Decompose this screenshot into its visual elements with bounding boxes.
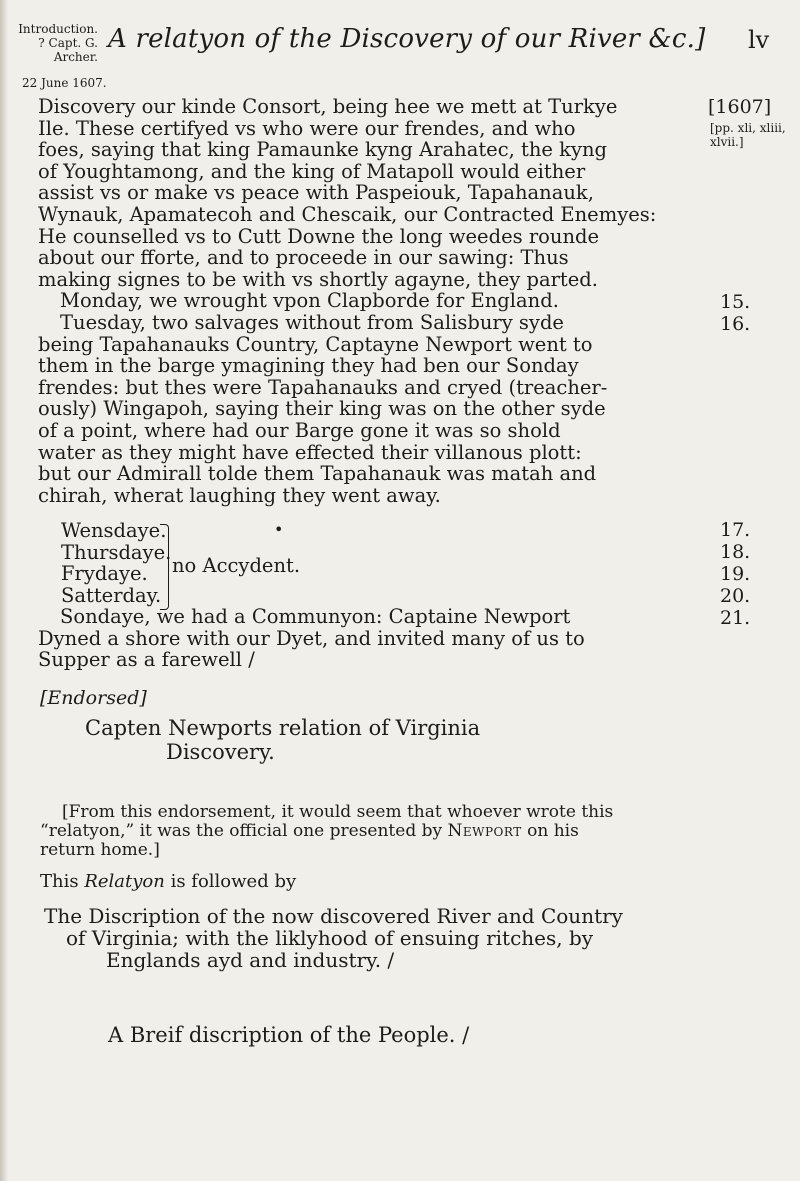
discription-text: of Virginia; with the liklyhood of ensuing ritches, by: [66, 926, 594, 950]
body-line: Discovery our kinde Consort, being hee we mett at Turkye: [38, 95, 618, 118]
body-line: Tuesday, two salvages without from Salisbury syde: [60, 310, 564, 334]
body-line: Dyned a shore with our Dyet, and invited many of us to: [38, 626, 585, 650]
body-line: being Tapahanauks Country, Captayne Newport went to: [38, 332, 593, 356]
page-gutter-shadow: [0, 0, 8, 1181]
endorsement-subtitle: Discovery.: [166, 740, 275, 764]
body-line: Monday, we wrought vpon Clapborde for England.: [60, 289, 559, 313]
editor-note-newport: Newport: [447, 821, 522, 841]
margin-num-20: 20.: [720, 585, 751, 607]
margin-num-15: 15.: [720, 291, 751, 313]
followed-by-line: [40, 872, 700, 891]
body-line: Ile. These certifyed vs who were our frendes, and who: [38, 116, 576, 140]
weekday-wednesday: Wensdaye.: [61, 519, 167, 542]
discription-line2: [66, 928, 706, 949]
brace-bracket: [160, 524, 169, 610]
margin-year: [1607]: [708, 96, 772, 118]
weekday-thursday: Thursdaye.: [61, 540, 172, 564]
margin-num-18: 18.: [720, 541, 751, 563]
editor-note-line1: [From this endorsement, it would seem that whoever wrote this: [62, 802, 614, 822]
discription-line1: The Discription of the now discovered River and Country: [44, 904, 623, 928]
followed-prefix: This: [40, 871, 85, 892]
endorsement-title: Capten Newports relation of Virginia: [85, 716, 481, 740]
margin-num-16: 16.: [720, 313, 751, 335]
body-line: ously) Wingapoh, saying their king was on the other syde: [38, 397, 606, 421]
body-line: Supper as a farewell /: [38, 648, 255, 672]
weekday-saturday: Satterday.: [61, 583, 162, 607]
sidenote-date: 22 June 1607.: [22, 76, 107, 90]
margin-num-21: 21.: [720, 607, 751, 629]
stray-dot: •: [274, 520, 284, 539]
weekday-list: [61, 520, 171, 606]
body-line: He counselled vs to Cutt Downe the long weedes rounde: [38, 224, 600, 248]
editor-note-text: “relatyon,” it was the official one presented by: [40, 821, 448, 841]
sidenote-author: ? Capt. G. Archer.: [38, 36, 98, 64]
margin-num-19: 19.: [720, 563, 751, 585]
body-line: them in the barge ymagining they had ben our Sonday: [38, 354, 579, 378]
body-line: chirah, wherat laughing they went away.: [38, 483, 441, 507]
followed-title: Relatyon: [84, 871, 165, 892]
sidenote-introduction: Introduction.: [18, 22, 98, 36]
body-line: but our Admirall tolde them Tapahanauk was matah and: [38, 462, 597, 486]
body-line: making signes to be with vs shortly agayne, they parted.: [38, 267, 598, 291]
editor-note-line3: return home.]: [40, 840, 160, 860]
sunday-text: [38, 606, 708, 671]
no-accydent-note: no Accydent.: [172, 554, 301, 577]
body-line: Sondaye, we had a Communyon: Captaine Newport: [60, 605, 571, 628]
discription-line3: Englands ayd and industry. /: [106, 948, 395, 972]
margin-pp-note: [pp. xli, xliii, xlvii.]: [710, 121, 786, 149]
endorsed-label: [Endorsed]: [40, 687, 147, 709]
running-title: A relatyon of the Discovery of our River &c.]: [108, 24, 706, 54]
breif-discription-heading: A Breif discription of the People. /: [108, 1023, 470, 1047]
body-line: of a point, where had our Barge gone it was so shold: [38, 418, 561, 442]
body-text: [38, 96, 708, 506]
running-sidenote: [16, 22, 98, 64]
editor-note-text: on his: [521, 821, 579, 841]
body-line: foes, saying that king Pamaunke kyng Arahatec, the kyng: [38, 138, 608, 162]
body-line: frendes: but thes were Tapahanauks and cryed (treacher-: [38, 375, 608, 399]
body-line: assist vs or make vs peace with Paspeiouk, Tapahanauk,: [38, 181, 594, 205]
editor-note-line2: [40, 822, 700, 841]
body-line: of Youghtamong, and the king of Matapoll would either: [38, 159, 586, 183]
margin-num-17: 17.: [720, 519, 751, 541]
page-folio: lv: [748, 26, 770, 54]
followed-suffix: is followed by: [164, 871, 297, 892]
body-line: about our fforte, and to proceede in our sawing: Thus: [38, 246, 569, 270]
weekday-friday: Frydaye.: [61, 562, 148, 586]
body-line: water as they might have effected their villanous plott:: [38, 440, 582, 464]
body-line: Wynauk, Apamatecoh and Chescaik, our Contracted Enemyes:: [38, 202, 657, 226]
